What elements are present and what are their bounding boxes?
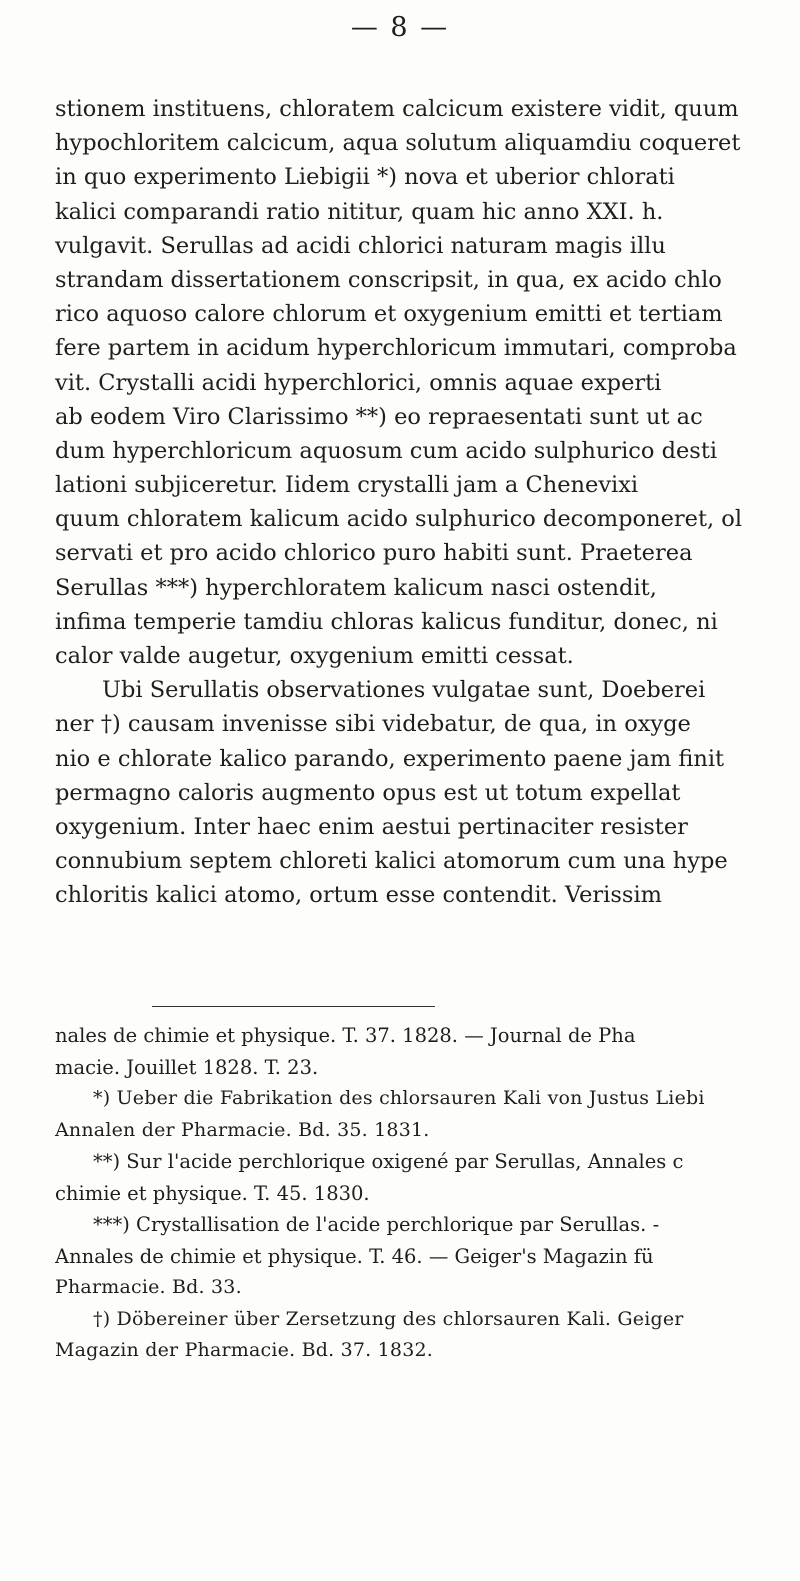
text-line: rico aquoso calore chlorum et oxygenium emitti et tertiam [55, 301, 723, 328]
text-line: hypochloritem calcicum, aqua solutum aliquamdiu coqueret [55, 130, 741, 157]
text-line: in quo experimento Liebigii *) nova et uberior chlorati [55, 164, 675, 191]
text-line: nio e chlorate kalico parando, experimento paene jam finit [55, 745, 725, 772]
text-line: vit. Crystalli acidi hyperchlorici, omnis aquae experti [55, 369, 662, 396]
text-line: chloritis kalici atomo, ortum esse contendit. Verissim [55, 882, 663, 909]
footnote-line: macie. Jouillet 1828. T. 23. [55, 1055, 319, 1079]
text-line: strandam dissertationem conscripsit, in qua, ex acido chlo [55, 266, 722, 293]
text-line: fere partem in acidum hyperchloricum immutari, comproba [55, 335, 737, 362]
footnote-line: Magazin der Pharmacie. Bd. 37. 1832. [55, 1339, 434, 1361]
footnote-line: nales de chimie et physique. T. 37. 1828. — Journal de Pha [55, 1024, 636, 1047]
footnote-line: Pharmacie. Bd. 33. [55, 1276, 242, 1298]
text-line: permagno caloris augmento opus est ut totum expellat [55, 779, 681, 806]
text-line: stionem instituens, chloratem calcicum existere vidit, quum [55, 96, 739, 122]
text-line: connubium septem chloreti kalici atomorum cum una hype [55, 848, 728, 875]
footnote-liebig: *) Ueber die Fabrikation des chlorsauren Kali von Justus Liebi [93, 1087, 705, 1109]
footnote-line: chimie et physique. T. 45. 1830. [55, 1181, 370, 1205]
text-line: infima temperie tamdiu chloras kalicus funditur, donec, ni [55, 608, 718, 635]
footnote-line: Annales de chimie et physique. T. 46. — Geiger's Magazin fü [55, 1244, 654, 1268]
footnote-line: Annalen der Pharmacie. Bd. 35. 1831. [55, 1118, 430, 1141]
text-line: servati et pro acido chlorico puro habiti sunt. Praeterea [55, 540, 693, 567]
text-line: quum chloratem kalicum acido sulphurico decomponeret, ol [55, 506, 743, 533]
text-line: vulgavit. Serullas ad acidi chlorici naturam magis illu [55, 232, 666, 259]
text-line: dum hyperchloricum aquosum cum acido sulphurico desti [55, 437, 718, 464]
text-line: kalici comparandi ratio nititur, quam hic anno XXI. h. [55, 198, 664, 225]
text-line: ner †) causam invenisse sibi videbatur, de qua, in oxyge [55, 711, 691, 738]
text-line: Serullas ***) hyperchloratem kalicum nasci ostendit, [55, 574, 657, 601]
footnotes-block [55, 1020, 795, 1367]
text-line: calor valde augetur, oxygenium emitti cessat. [55, 643, 574, 669]
text-line: oxygenium. Inter haec enim aestui pertinaciter resister [55, 813, 688, 840]
footnote-serullas-1: **) Sur l'acide perchlorique oxigené par Serullas, Annales c [93, 1150, 684, 1173]
footnote-doebereiner: †) Döbereiner über Zersetzung des chlorsauren Kali. Geiger [93, 1307, 684, 1330]
text-line: ab eodem Viro Clarissimo **) eo repraesentati sunt ut ac [55, 403, 703, 430]
text-line: lationi subjiceretur. Iidem crystalli jam a Chenevixi [55, 472, 639, 499]
paragraph-start-line: Ubi Serullatis observationes vulgatae sunt, Doeberei [102, 677, 706, 704]
footnote-serullas-2: ***) Crystallisation de l'acide perchlorique par Serullas. - [93, 1213, 660, 1236]
page-number: — 8 — [350, 12, 450, 43]
footnote-divider [152, 1006, 435, 1007]
main-text-block [55, 92, 795, 913]
